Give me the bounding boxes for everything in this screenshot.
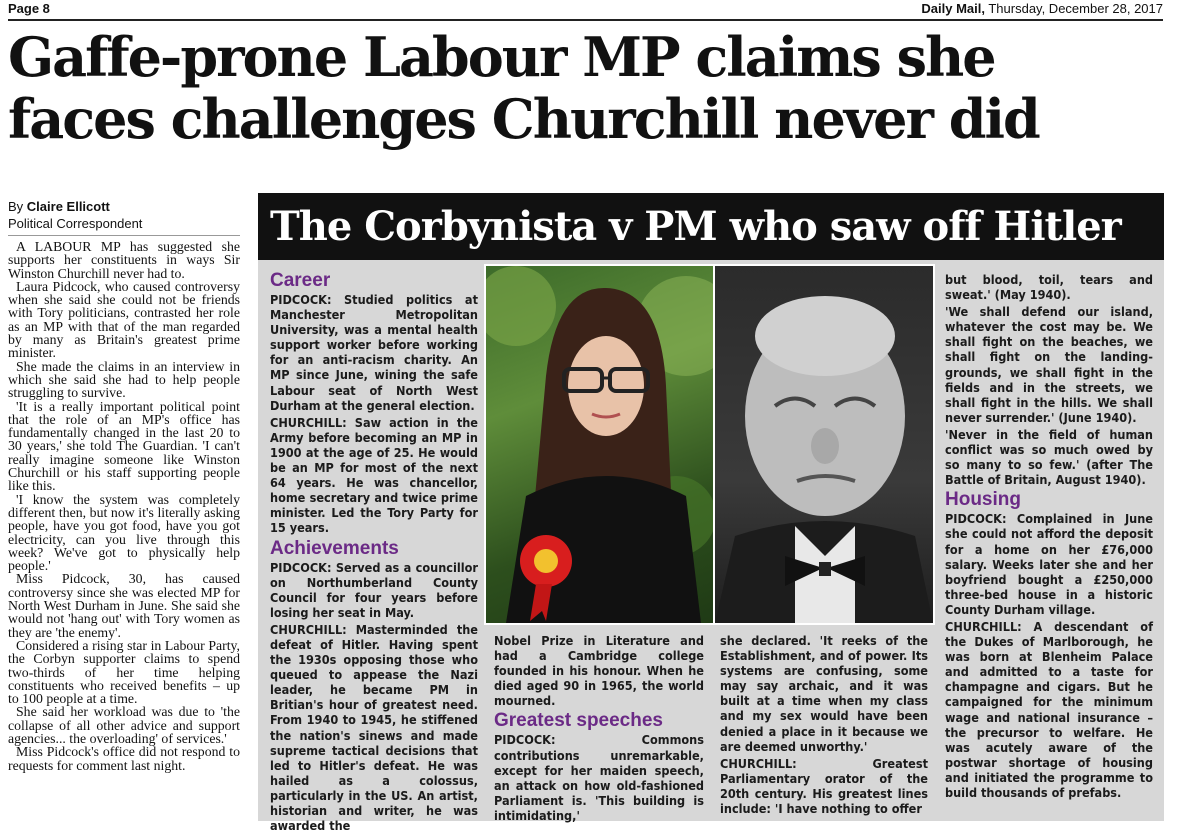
achievements-churchill: CHURCHILL: Masterminded the defeat of Hitler. Having spent the 1930s opposing those who queued to appease the Nazi leader, he became PM in Britian's hour of greatest need. From 1940 to 1945, he stiffened the nation's sinews and made supreme tactical decisions that led to Hitler's defeat. He was hailed as a colossus, particularly in the US. An artist, historian and writer, he was awarded the <box>270 621 478 834</box>
page-header-bar <box>8 0 1163 21</box>
housing-heading: Housing <box>945 489 1021 511</box>
article-paragraph: Laura Pidcock, who caused controversy when she said she could not be friends with Tory politicians, contrasted her role as an MP with that of the man regarded by many as Britain's greatest prime minister. <box>8 278 240 361</box>
page-number: Page 8 <box>8 1 50 16</box>
article-paragraph: She said her workload was due to 'the collapse of all other advice and support agencies... the overloading' of services.' <box>8 704 240 746</box>
housing-pidcock: PIDCOCK: Complained in June she could not afford the deposit for a home on her £76,000 salary. Weeks later she and her boyfriend bought a £250,000 three-bed house in a historic County Durham village. <box>945 511 1153 617</box>
article-paragraph: 'It is a really important political point that the role of an MP's office has fundamentally changed in the last 20 to 30 years,' she told The Guardian. 'I can't really imagine someone like Winston Churchill or his staff supporting people like this. <box>8 398 240 494</box>
headline <box>8 26 1168 150</box>
byline-role: Political Correspondent <box>8 216 143 231</box>
article-body <box>8 240 240 772</box>
article-paragraph: Considered a rising star in Labour Party, the Corbyn supporter claims to spend two-thirds of her time helping constituents who received benefits – up to 100 people at a time. <box>8 637 240 707</box>
dateline <box>921 1 1163 16</box>
article-paragraph: Miss Pidcock's office did not respond to requests for comment last night. <box>8 744 240 773</box>
byline-by: By <box>8 199 24 214</box>
speeches-churchill: CHURCHILL: Greatest Parliamentary orator of the 20th century. His greatest lines include: 'I have nothing to offer <box>720 755 928 817</box>
speeches-heading: Greatest speeches <box>494 710 663 732</box>
byline-author: Claire Ellicott <box>26 199 110 214</box>
panel-title: The Corbynista v PM who saw off Hitler <box>258 193 1164 260</box>
housing-churchill: CHURCHILL: A descendant of the Dukes of Marlborough, he was born at Blenheim Palace and admitted to a taste for champagne and cigars. But he campaigned for the minimum wage and national insurance – the precursor to welfare. He was acutely aware of the postwar shortage of housing and initiated the programme to build thousands of prefabs. <box>945 618 1153 800</box>
career-churchill: CHURCHILL: Saw action in the Army before becoming an MP in 1900 at the age of 25. He would be an MP for most of the next 64 years. He was chancellor, home secretary and twice prime minister. Led the Tory Party for 15 years. <box>270 414 478 536</box>
issue-date: Thursday, December 28, 2017 <box>988 1 1163 16</box>
achievements-churchill-continued: Nobel Prize in Literature and had a Cambridge college founded in his honour. When he died aged 90 in 1965, the world mourned. <box>494 633 704 709</box>
headline-line-1: Gaffe-prone Labour MP claims she <box>8 25 995 89</box>
byline <box>8 198 240 236</box>
panel-column-2 <box>494 633 704 825</box>
panel-column-4 <box>945 272 1153 802</box>
pidcock-photo <box>484 264 716 625</box>
achievements-heading: Achievements <box>270 537 399 559</box>
panel-column-1 <box>270 270 478 835</box>
panel-column-3 <box>720 633 928 818</box>
publication-name: Daily Mail, <box>921 1 985 16</box>
speeches-churchill-continued-3: 'Never in the field of human conflict was so much owed by so many to so few.' (after The Battle of Britain, August 1940). <box>945 426 1153 488</box>
article-paragraph: Miss Pidcock, 30, has caused controversy since she was elected MP for North West Durham in June. She said she would not 'hang out' with Tory women as they are 'the enemy'. <box>8 571 240 640</box>
article-paragraph: A LABOUR MP has suggested she supports her constituents in ways Sir Winston Churchill never had to. <box>8 239 240 281</box>
headline-line-2: faces challenges Churchill never did <box>8 87 1039 151</box>
speeches-churchill-continued-1: but blood, toil, tears and sweat.' (May 1940). <box>945 272 1153 303</box>
speeches-pidcock-continued: she declared. 'It reeks of the Establishment, and of power. Its systems are confusing, some may say archaic, and it was built at a time when my class and my sex would have been denied a place in it because we are deemed unworthy.' <box>720 633 928 754</box>
article-paragraph: 'I know the system was completely different then, but now it's literally asking people, have you got food, have you got electricity, can you live through this week? We've got to physically help people.' <box>8 491 240 574</box>
achievements-pidcock: PIDCOCK: Served as a councillor on Northumberland County Council for four years before losing her seat in May. <box>270 559 478 620</box>
article-paragraph: She made the claims in an interview in which she said she had to help people struggling to survive. <box>8 358 240 401</box>
churchill-photo <box>713 264 935 625</box>
speeches-pidcock: PIDCOCK: Commons contributions unremarkable, except for her maiden speech, an attack on how old-fashioned Parliament is. 'This building is intimidating,' <box>494 732 704 823</box>
career-pidcock: PIDCOCK: Studied politics at Manchester Metropolitan University, was a mental health support worker before working for an anti-racism charity. An MP since June, wining the safe Labour seat of North West Durham at the general election. <box>270 292 478 413</box>
pidcock-portrait-illustration <box>486 266 714 623</box>
speeches-churchill-continued-2: 'We shall defend our island, whatever the cost may be. We shall fight on the beaches, we shall fight on the landing-grounds, we shall fight in the fields and in the streets, we shall fight in the hills. We shall never surrender.' (June 1940). <box>945 304 1153 425</box>
career-heading: Career <box>270 270 331 291</box>
churchill-portrait-illustration <box>715 266 933 623</box>
